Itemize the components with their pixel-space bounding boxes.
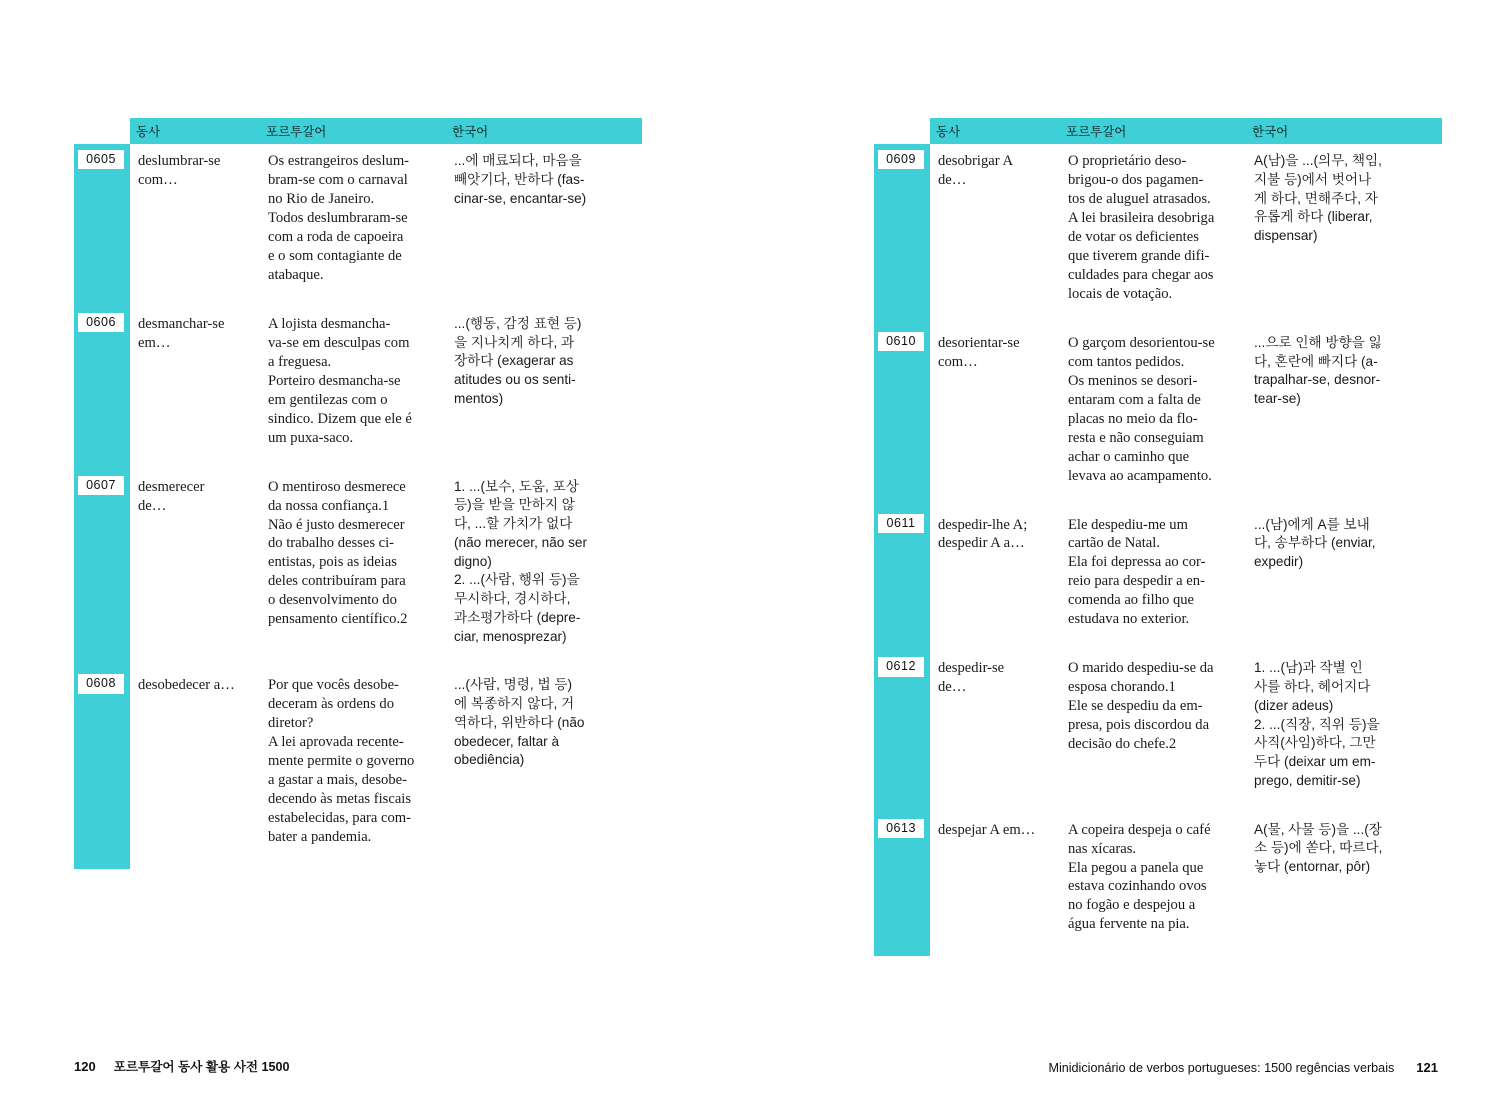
entry-verb	[930, 508, 1060, 652]
pt-line: Os meninos se desori-	[1068, 372, 1198, 389]
verb-line: com…	[138, 171, 178, 188]
pt-line: com tantos pedidos.	[1068, 353, 1185, 370]
pt-line: pensamento científico.2	[268, 611, 408, 628]
pt-line: placas no meio da flo-	[1068, 410, 1198, 427]
pt-line: reio para despedir a en-	[1068, 573, 1205, 590]
pt-line: A lei brasileira desobriga	[1068, 209, 1215, 226]
pt-line: Ela pegou a panela que	[1068, 859, 1204, 876]
kr-line: cinar-se, encantar-se)	[454, 190, 587, 206]
entry-number-cell	[874, 813, 930, 957]
right-page-footer	[1048, 1060, 1438, 1075]
entry-number: 0612	[878, 657, 924, 676]
entry-number: 0606	[78, 313, 124, 332]
pt-line: nas xícaras.	[1068, 840, 1137, 857]
entry-verb	[130, 668, 260, 869]
kr-line: 소 등)에 쏟다, 따르다,	[1254, 840, 1383, 856]
pt-line: Ele se despediu da em-	[1068, 698, 1203, 715]
table-row	[74, 307, 642, 470]
pt-line: comenda ao filho que	[1068, 592, 1195, 609]
pt-line: entaram com a falta de	[1068, 391, 1201, 408]
kr-line: mentos)	[454, 390, 504, 406]
header-cell-verb: 동사	[130, 118, 260, 144]
header-cell-portuguese: 포르투갈어	[260, 118, 446, 144]
kr-line: 2. ...(직장, 직위 등)을	[1254, 716, 1380, 732]
kr-line: A(남)을 ...(의무, 책임,	[1254, 153, 1382, 168]
entry-number-cell	[874, 326, 930, 508]
entry-verb	[130, 144, 260, 307]
pt-line: culdades para chegar aos	[1068, 266, 1214, 283]
kr-line: 놓다 (entornar, pôr)	[1254, 859, 1371, 875]
kr-line: trapalhar-se, desnor-	[1254, 372, 1381, 388]
table-row	[874, 813, 1442, 957]
entry-number-cell	[874, 508, 930, 652]
pt-line: no Rio de Janeiro.	[268, 190, 375, 207]
pt-line: em gentilezas com o	[268, 391, 388, 408]
pt-line: levava ao acampamento.	[1068, 467, 1212, 484]
kr-line: 게 하다, 면해주다, 자	[1254, 190, 1378, 206]
kr-line: dispensar)	[1254, 228, 1318, 243]
pt-line: brigou-o dos pagamen-	[1068, 171, 1204, 188]
entry-number-cell	[74, 470, 130, 669]
kr-line: (não merecer, não ser	[454, 534, 587, 550]
table-row	[874, 144, 1442, 326]
pt-line: O marido despediu-se da	[1068, 660, 1214, 677]
table-row	[874, 508, 1442, 652]
pt-line: Por que vocês desobe-	[268, 677, 399, 694]
right-page-table-wrapper	[874, 118, 1442, 956]
verb-line: desmerecer	[138, 478, 205, 495]
entry-portuguese	[1060, 508, 1246, 652]
verb-line: deslumbrar-se	[138, 153, 221, 169]
pt-line: cartão de Natal.	[1068, 535, 1160, 552]
kr-line: 등)을 받을 만하지 않	[454, 497, 575, 513]
pt-line: decisão do chefe.2	[1068, 736, 1177, 753]
pt-line: atabaque.	[268, 266, 324, 283]
verb-line: desorientar-se	[938, 334, 1020, 351]
verb-line: despedir-se	[938, 660, 1005, 677]
kr-line: 빼앗기다, 반하다 (fas-	[454, 171, 585, 187]
pt-line: que tiverem grande difi-	[1068, 247, 1210, 264]
pt-line: a gastar a mais, desobe-	[268, 772, 407, 789]
pt-line: Não é justo desmerecer	[268, 516, 405, 533]
table-row	[74, 668, 642, 869]
entry-number: 0611	[878, 514, 924, 533]
header-cell-korean: 한국어	[446, 118, 642, 144]
pt-line: A copeira despeja o café	[1068, 821, 1211, 838]
entry-number: 0610	[878, 332, 924, 351]
entry-korean	[1246, 326, 1442, 508]
kr-line: ciar, menosprezar)	[454, 628, 567, 644]
pt-line: achar o caminho que	[1068, 448, 1190, 465]
kr-line: (dizer adeus)	[1254, 697, 1334, 713]
kr-line: atitudes ou os senti-	[454, 372, 576, 388]
left-page-table-wrapper	[74, 118, 642, 869]
kr-line: 지불 등)에서 벗어나	[1254, 171, 1372, 187]
table-row	[74, 144, 642, 307]
entry-number-cell	[874, 651, 930, 812]
kr-line: 무시하다, 경시하다,	[454, 591, 571, 607]
entry-number-cell	[74, 307, 130, 470]
verb-line: despejar A em…	[938, 821, 1036, 838]
pt-line: Todos deslumbraram-se	[268, 209, 408, 226]
pt-line: água fervente na pia.	[1068, 916, 1190, 933]
entry-portuguese	[260, 668, 446, 869]
entry-portuguese	[260, 470, 446, 669]
header-cell-portuguese: 포르투갈어	[1060, 118, 1246, 144]
kr-line: A(물, 사물 등)을 ...(장	[1254, 821, 1382, 837]
entry-verb	[130, 307, 260, 470]
pt-line: o desenvolvimento do	[268, 592, 397, 609]
pt-line: Ela foi depressa ao cor-	[1068, 554, 1206, 571]
kr-line: tear-se)	[1254, 391, 1301, 406]
pt-line: estabelecidas, para com-	[268, 810, 412, 827]
verb-line: desmanchar-se	[138, 315, 225, 332]
pt-line: Os estrangeiros deslum-	[268, 153, 410, 169]
entry-verb	[930, 813, 1060, 957]
verb-line: despedir A a…	[938, 535, 1025, 552]
kr-line: 사를 하다, 헤어지다	[1254, 679, 1371, 695]
kr-line: 에 복종하지 않다, 거	[454, 696, 575, 712]
pt-line: no fogão e despejou a	[1068, 897, 1196, 914]
pt-line: O garçom desorientou-se	[1068, 334, 1215, 351]
pt-line: de votar os deficientes	[1068, 228, 1199, 245]
pt-line: do trabalho desses ci-	[268, 535, 395, 552]
entry-portuguese	[1060, 813, 1246, 957]
kr-line: 다, 혼란에 빠지다 (a-	[1254, 353, 1378, 369]
entry-korean	[446, 668, 642, 869]
verb-line: desobrigar A	[938, 153, 1013, 169]
kr-line: digno)	[454, 553, 492, 569]
kr-line: 을 지나치게 하다, 과	[454, 334, 575, 350]
kr-line: 과소평가하다 (depre-	[454, 609, 581, 625]
page-number: 121	[1416, 1060, 1438, 1075]
pt-line: diretor?	[268, 715, 314, 732]
pt-line: Porteiro desmancha-se	[268, 372, 401, 389]
verb-line: desobedecer a…	[138, 677, 235, 694]
pt-line: da nossa confiança.1	[268, 497, 390, 514]
verb-line: de…	[938, 679, 967, 696]
right-entries-table	[874, 118, 1442, 956]
entry-verb	[930, 326, 1060, 508]
verb-line: com…	[938, 353, 978, 370]
pt-line: estudava no exterior.	[1068, 611, 1190, 628]
pt-line: a freguesa.	[268, 353, 332, 370]
entry-korean	[1246, 813, 1442, 957]
kr-line: prego, demitir-se)	[1254, 772, 1361, 788]
pt-line: Ele despediu-me um	[1068, 516, 1188, 533]
header-cell-number	[874, 118, 930, 144]
pt-line: A lei aprovada recente-	[268, 734, 404, 751]
header-cell-number	[74, 118, 130, 144]
table-header-row	[874, 118, 1442, 144]
entry-number: 0613	[878, 819, 924, 838]
pt-line: bater a pandemia.	[268, 829, 372, 846]
kr-line: ...(남)에게 A를 보내	[1254, 516, 1370, 532]
pt-line: e o som contagiante de	[268, 247, 402, 264]
pt-line: estava cozinhando ovos	[1068, 878, 1207, 895]
header-cell-verb: 동사	[930, 118, 1060, 144]
pt-line: bram-se com o carnaval	[268, 171, 408, 188]
left-page-footer	[74, 1056, 290, 1075]
kr-line: 1. ...(보수, 도움, 포상	[454, 478, 579, 494]
kr-line: 장하다 (exagerar as	[454, 353, 574, 369]
kr-line: ...(행동, 감정 표현 등)	[454, 315, 582, 331]
footer-title: Minidicionário de verbos portugueses: 1500 regências verbais	[1048, 1061, 1395, 1075]
table-header-row	[74, 118, 642, 144]
pt-line: decendo às metas fiscais	[268, 791, 412, 808]
kr-line: ...에 매료되다, 마음을	[454, 153, 582, 168]
pt-line: locais de votação.	[1068, 285, 1173, 302]
header-cell-korean: 한국어	[1246, 118, 1442, 144]
entry-korean	[446, 144, 642, 307]
kr-line: 1. ...(남)과 작별 인	[1254, 660, 1363, 676]
pt-line: entistas, pois as ideias	[268, 554, 397, 571]
kr-line: 사직(사임)하다, 그만	[1254, 735, 1376, 751]
pt-line: deles contribuíram para	[268, 573, 406, 590]
footer-title: 포르투갈어 동사 활용 사전 1500	[113, 1060, 290, 1074]
entry-portuguese	[1060, 144, 1246, 326]
entry-portuguese	[260, 307, 446, 470]
pt-line: um puxa-saco.	[268, 429, 354, 446]
entry-korean	[446, 470, 642, 669]
entry-portuguese	[260, 144, 446, 307]
pt-line: sindico. Dizem que ele é	[268, 410, 412, 427]
entry-number-cell	[874, 144, 930, 326]
kr-line: ...으로 인해 방향을 잃	[1254, 334, 1382, 350]
verb-line: de…	[938, 171, 967, 188]
pt-line: resta e não conseguiam	[1068, 429, 1204, 446]
entry-number: 0605	[78, 150, 124, 169]
pt-line: deceram às ordens do	[268, 696, 395, 713]
pt-line: mente permite o governo	[268, 753, 415, 770]
entry-korean	[1246, 508, 1442, 652]
kr-line: 다, 송부하다 (enviar,	[1254, 535, 1376, 551]
entry-verb	[930, 651, 1060, 812]
entry-verb	[930, 144, 1060, 326]
kr-line: expedir)	[1254, 554, 1304, 569]
right-page	[756, 0, 1512, 1111]
pt-line: presa, pois discordou da	[1068, 717, 1210, 734]
entry-korean	[1246, 144, 1442, 326]
kr-line: 2. ...(사람, 행위 등)을	[454, 572, 580, 588]
entry-number-cell	[74, 668, 130, 869]
kr-line: 다, ...할 가치가 없다	[454, 516, 573, 532]
page-number: 120	[74, 1059, 96, 1074]
pt-line: O proprietário deso-	[1068, 153, 1187, 169]
pt-line: A lojista desmancha-	[268, 315, 391, 332]
verb-line: de…	[138, 497, 167, 514]
pt-line: tos de aluguel atrasados.	[1068, 190, 1211, 207]
table-row	[874, 651, 1442, 812]
entry-verb	[130, 470, 260, 669]
pt-line: O mentiroso desmerece	[268, 478, 406, 495]
entry-number-cell	[74, 144, 130, 307]
entry-korean	[1246, 651, 1442, 812]
kr-line: ...(사람, 명령, 법 등)	[454, 677, 573, 693]
kr-line: 두다 (deixar um em-	[1254, 754, 1376, 770]
verb-line: despedir-lhe A;	[938, 516, 1028, 533]
kr-line: 역하다, 위반하다 (não	[454, 714, 585, 730]
pt-line: com a roda de capoeira	[268, 228, 404, 245]
entry-number: 0607	[78, 476, 124, 495]
table-row	[74, 470, 642, 669]
kr-line: 유롭게 하다 (liberar,	[1254, 209, 1373, 225]
entry-portuguese	[1060, 326, 1246, 508]
entry-korean	[446, 307, 642, 470]
entry-number: 0609	[878, 150, 924, 169]
entry-portuguese	[1060, 651, 1246, 812]
pt-line: va-se em desculpas com	[268, 334, 410, 351]
entry-number: 0608	[78, 674, 124, 693]
table-row	[874, 326, 1442, 508]
left-entries-table	[74, 118, 642, 869]
kr-line: obediência)	[454, 752, 525, 768]
verb-line: em…	[138, 334, 171, 351]
kr-line: obedecer, faltar à	[454, 733, 560, 749]
pt-line: esposa chorando.1	[1068, 679, 1176, 696]
